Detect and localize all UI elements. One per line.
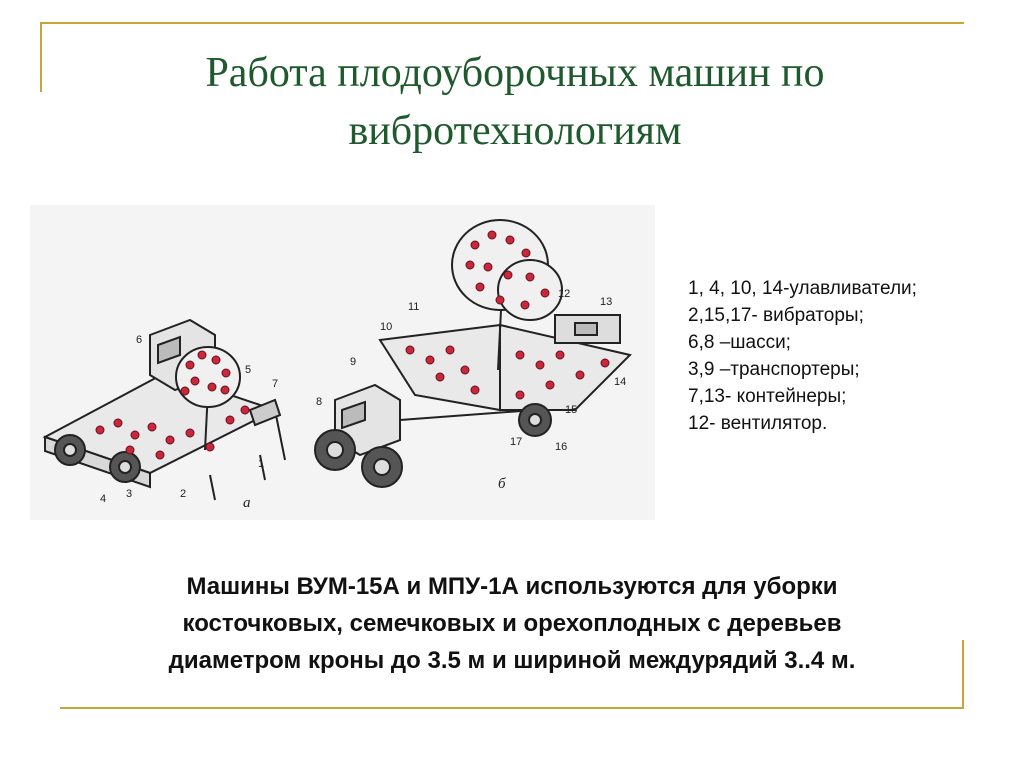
title-line-1: Работа плодоуборочных машин по: [205, 50, 825, 96]
callout-14: 14: [614, 376, 627, 388]
frame-line-top: [40, 22, 964, 24]
caption-line-2: косточковых, семечковых и орехоплодных с деревьев: [182, 610, 842, 637]
machines-drawing: [30, 205, 655, 520]
title-line-2: вибротехнологиям: [348, 108, 682, 154]
legend-item: 7,13- контейнеры;: [688, 386, 847, 407]
callout-16: 16: [555, 441, 568, 453]
callout-11: 11: [408, 301, 420, 313]
callout-7: 7: [272, 378, 279, 390]
callout-9: 9: [350, 356, 357, 368]
caption-line-1: Машины ВУМ-15А и МПУ-1А используются для уборки: [186, 573, 838, 600]
callout-1: 1: [258, 458, 265, 470]
callout-2: 2: [180, 488, 187, 500]
legend-item: 6,8 –шасси;: [688, 332, 791, 353]
callout-17: 17: [510, 436, 523, 448]
callout-8: 8: [316, 396, 323, 408]
callout-10: 10: [380, 321, 393, 333]
callout-15: 15: [565, 404, 578, 416]
callout-3: 3: [126, 488, 133, 500]
callout-13: 13: [600, 296, 613, 308]
legend-item: 2,15,17- вибраторы;: [688, 305, 864, 326]
frame-line-bottom: [60, 707, 964, 709]
callout-4: 4: [100, 493, 107, 505]
legend-item: 1, 4, 10, 14-улавливатели;: [688, 278, 917, 299]
caption: [40, 568, 984, 679]
callout-5: 5: [245, 364, 252, 376]
slide-title: [100, 44, 930, 160]
frame-line-left: [40, 22, 42, 92]
machines-illustration: [30, 205, 655, 520]
figure-label-b: б: [498, 476, 506, 492]
machine-b: [315, 220, 630, 487]
callout-12: 12: [558, 288, 571, 300]
caption-line-3: диаметром кроны до 3.5 м и шириной междурядий 3..4 м.: [168, 647, 856, 674]
callout-6: 6: [136, 334, 143, 346]
legend-item: 3,9 –транспортеры;: [688, 359, 860, 380]
legend-item: 12- вентилятор.: [688, 413, 828, 434]
legend-list: [688, 275, 1008, 437]
figure-label-a: а: [243, 495, 251, 511]
